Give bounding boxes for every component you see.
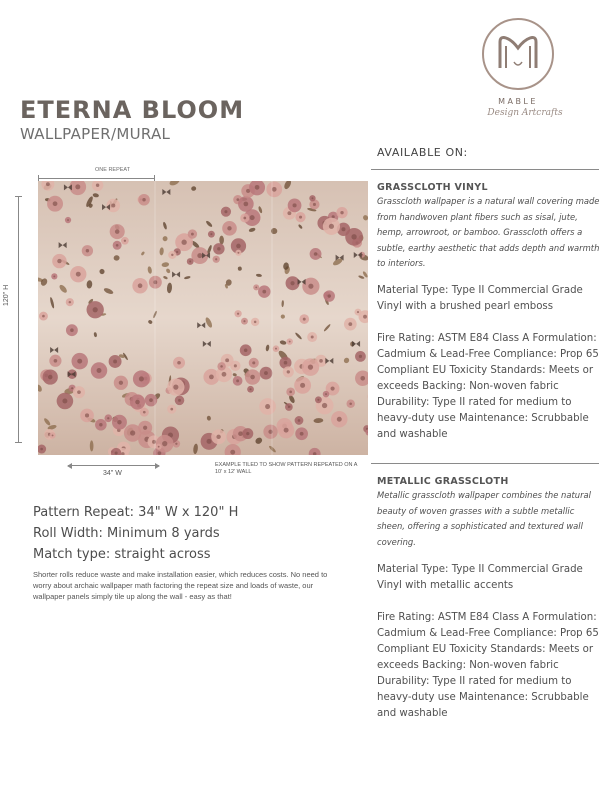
match-type-spec: Match type: straight across [33,547,211,562]
flower-center [48,375,53,380]
pattern-preview-image [38,181,368,455]
flower-center [300,383,305,388]
flower-center [312,197,314,199]
roll-width-spec: Roll Width: Minimum 8 yards [33,526,220,541]
example-tile-note: EXAMPLE TILED TO SHOW PATTERN REPEATED ON A 10' x 12' WALL [215,462,358,475]
metallic-title: METALLIC GRASSCLOTH [377,476,509,487]
flower-center [225,358,229,362]
flower-center [130,430,135,435]
flower-center [158,446,160,448]
flower-center [255,185,260,190]
flower-center [189,260,191,262]
flower-center [244,348,248,352]
flower-center [71,387,73,389]
flower-center [176,251,178,253]
flower-center [340,211,343,214]
flower-center [170,408,173,411]
flower-center [246,432,249,435]
flower-center [243,217,246,220]
flower-center [227,226,231,230]
flower-center [284,428,289,433]
flower-center [197,253,202,258]
flower-center [337,417,342,422]
brand-tagline: Design Artcrafts [487,108,563,118]
flower-center [143,411,146,414]
flower-center [96,184,99,187]
flower-center [42,315,45,318]
flower-center [243,320,245,322]
flower-center [210,233,212,235]
flower-center [77,390,81,394]
flower-center [54,359,58,363]
divider [371,169,599,170]
flower-center [62,399,67,404]
flower-center [222,372,227,377]
flower-center [217,247,220,250]
flower-center [178,399,181,402]
pattern-repeat-spec: Pattern Repeat: 34" W x 120" H [33,505,239,520]
flower-center [244,202,249,207]
flower-center [359,355,362,358]
flower-center [116,244,119,247]
flower-center [209,374,214,379]
flower-center [351,234,356,239]
flower-center [224,210,227,213]
flower-center [360,376,365,381]
flower-center [275,348,277,350]
metallic-description: Metallic grasscloth wallpaper combines the natural beauty of woven grasses with a subtle metallic sheen, offering a sophisticated and textured wall covering. [377,490,591,547]
flower-center [264,371,268,375]
product-title: ETERNA BLOOM [20,96,245,124]
product-subtitle: WALLPAPER/MURAL [20,125,171,143]
flower-center [341,227,345,231]
flower-center [171,254,173,256]
flower-center [117,420,121,424]
available-on-heading: AVAILABLE ON: [377,146,468,159]
flower-center [40,448,43,451]
flower-center [311,336,314,339]
flower-center [348,322,352,326]
flower-center [85,413,89,417]
flower-center [142,198,145,201]
flower-center [236,379,239,382]
flower-center [113,360,117,364]
one-repeat-dimension-line [38,178,155,179]
flower-center [135,400,140,405]
flower-center [250,388,252,390]
flower-center [220,365,223,368]
flower-center [363,315,367,319]
flower-center [237,313,239,315]
flower-center [191,233,194,236]
divider [371,463,599,464]
flower-center [290,281,294,285]
width-dimension-arrow [68,465,159,466]
flower-center [299,216,302,219]
flower-center [93,307,98,312]
height-dimension-line [18,197,19,442]
flower-center [173,385,178,390]
flower-center [230,450,235,455]
flower-center [138,283,143,288]
flower-center [325,393,327,395]
flower-center [287,370,290,373]
flower-center [107,417,109,419]
flower-center [317,399,319,401]
flower-center [234,364,237,367]
brand-logo [470,18,580,133]
flower-center [298,419,301,422]
height-label: 120" H [3,284,10,306]
flower-center [288,406,290,408]
flower-center [57,259,61,263]
flower-center [216,435,220,439]
flower-center [236,244,241,249]
flower-center [289,391,292,394]
flower-center [86,249,89,252]
flower-center [292,203,296,207]
brand-name: MABLE [498,97,538,106]
grasscloth-title: GRASSCLOTH VINYL [377,182,488,193]
flower-center [313,203,316,206]
flower-center [238,431,243,436]
flower-center [124,240,126,242]
flower-center [75,184,80,189]
flower-center [53,201,58,206]
flower-center [115,229,120,234]
flower-center [328,294,331,297]
flower-center [303,318,306,321]
flower-center [175,443,177,445]
flower-center [331,387,335,391]
floral-pattern-graphic [38,181,368,455]
flower-center [252,361,255,364]
flower-center [237,252,239,254]
logo-m-mark-icon [482,18,554,90]
flower-center [149,398,153,402]
flower-center [357,311,359,313]
flower-center [76,272,81,277]
flower-center [272,187,277,192]
flower-center [255,286,257,288]
flower-center [262,290,266,294]
flower-center [119,381,123,385]
flower-center [77,359,82,364]
flower-center [158,451,162,455]
flower-center [115,451,118,454]
grasscloth-description: Grasscloth wallpaper is a natural wall covering made from handwoven plant fibers such as sisal, jute, hemp, arrowroot, or bamboo. Grasscloth offers a subtle, earthy aesthetic that adds depth and warmth to interiors. [377,196,600,268]
flower-center [314,252,318,256]
flower-center [177,361,181,365]
flower-center [215,258,217,260]
flower-center [308,284,313,289]
flower-center [250,215,255,220]
flower-center [300,432,304,436]
flower-center [53,275,55,277]
flower-center [181,240,186,245]
flower-center [69,301,71,303]
flower-center [284,361,288,365]
flower-center [265,404,270,409]
flower-center [254,321,257,324]
flower-center [111,203,115,207]
flower-center [322,403,327,408]
flower-center [162,441,167,446]
grasscloth-details: Fire Rating: ASTM E84 Class A Formulation: Cadmium & Lead-Free Compliance: Prop 65 Compliant EU Toxicity Standards: Meets or exceeds Backing: Non-woven fabric Durability: Type II rated for medium to heavy-duty use Maintenance: Scrubbable and washable [377,333,599,440]
metallic-details: Fire Rating: ASTM E84 Class A Formulation: Cadmium & Lead-Free Compliance: Prop 65 Compliant EU Toxicity Standards: Meets or exceeds Backing: Non-woven fabric Durability: Type II rated for medium to heavy-duty use Maintenance: Scrubbable and washable [377,612,599,719]
flower-center [99,423,102,426]
flower-center [349,402,352,405]
flower-center [52,434,54,436]
metallic-material: Material Type: Type II Commercial Grade Vinyl with metallic accents [377,564,583,591]
grasscloth-material: Material Type: Type II Commercial Grade Vinyl with a brushed pearl emboss [377,285,583,312]
flower-center [289,341,291,343]
flower-center [207,439,212,444]
flower-center [143,426,147,430]
flower-center [319,359,323,363]
flower-center [97,368,102,373]
roll-description: Shorter rolls reduce waste and make installation easier, which reduces costs. No need to worry about archaic wallpaper math factoring the repeat size and loads of waste, our wallpaper panels simply tile up along the wall - easy as that! [33,570,328,601]
flower-center [46,182,50,186]
flower-center [70,328,74,332]
flower-center [329,224,334,229]
flower-center [287,211,291,215]
width-label: 34" W [103,470,122,477]
flower-center [67,219,69,221]
flower-center [308,365,313,370]
one-repeat-label: ONE REPEAT [95,167,131,173]
flower-center [250,375,255,380]
flower-center [139,376,144,381]
